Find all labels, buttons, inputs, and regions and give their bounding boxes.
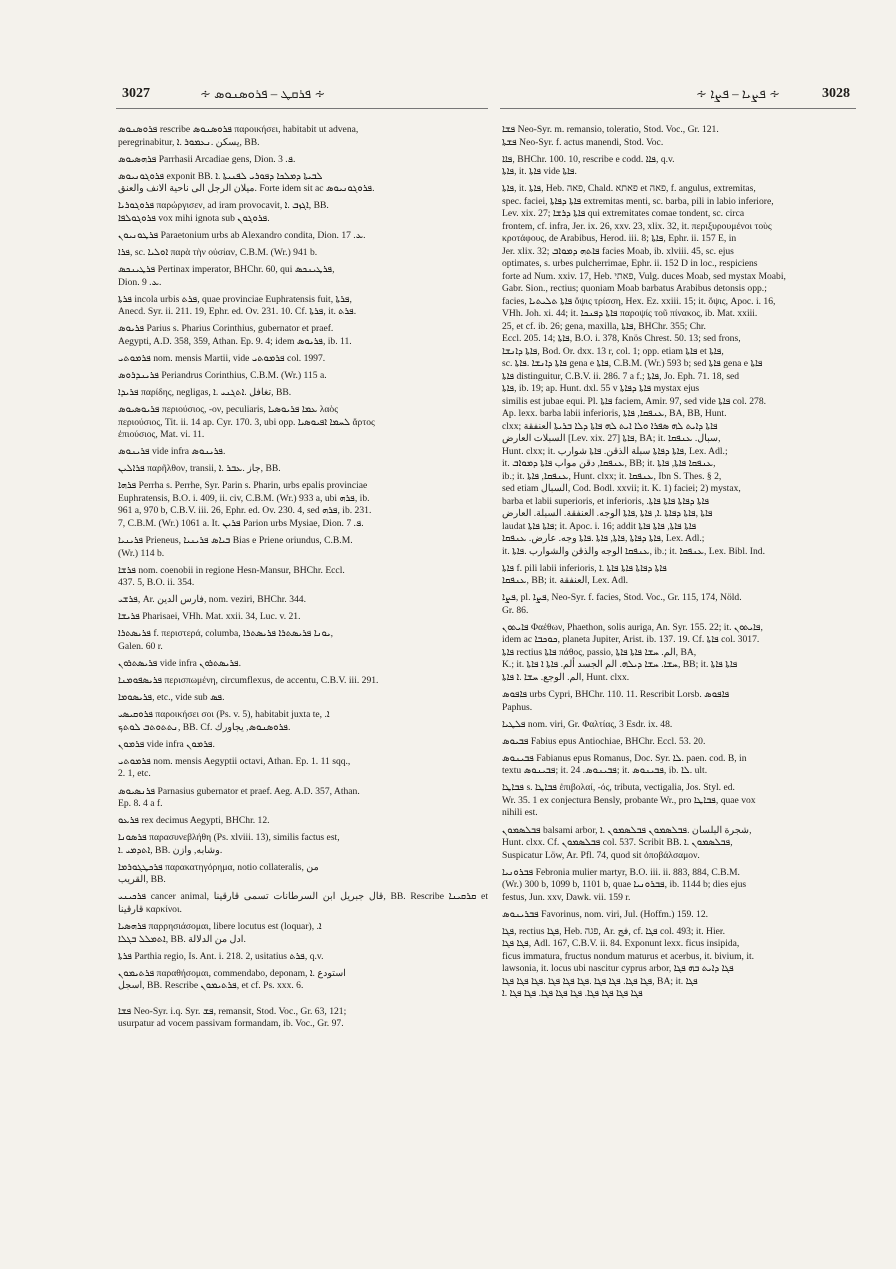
entry-line: ܦܪܬܐ incola urbis ܦܪܬ, quae provinciae Euphratensis fuit, ܦܪܬܐ,	[118, 293, 352, 305]
entry-line: ܦܫܐ Neo-Syr. i.q. Syr. ܦܫ, remansit, Stod. Voc., Gr. 63, 121;	[118, 1005, 347, 1017]
entry-line: clxx; ܦܐܬܐ ܕܐܝܬ ܠܗ ܣܦܪܐ ܘܠܐ ܐܝܬ ܠܗ ܦܐܬܐ ܕܠܐ ܒܪܝܬܐ العنفقة	[502, 420, 718, 432]
entry-line: ܢܬܬܘܬܒ ܠܘܬܟ, BB. Cf. ܦܪܘܣܢܘܣ, يجاورك.	[118, 721, 291, 733]
entry-line: ܦܪܢܣܝܘܣ Parnasius gubernator et praef. Aeg. A.D. 357, Athan.	[118, 785, 360, 797]
dictionary-entry	[118, 247, 488, 260]
dictionary-entry	[118, 230, 488, 243]
entry-line: barba et labii superioris, et inferioris, .ܦܐܬܐ ܕܦܐܬܐ ܦܐܬܐ ܦܐܬܐ	[502, 495, 710, 507]
entry-line: ܦܪܘܣܢܘܣ rescribe ܦܪܘܣܢܘܣ παροικήσει, habitabit ut advena,	[118, 124, 359, 135]
dictionary-entry	[502, 154, 856, 179]
entry-line: sed etiam السبال, Cod. Bodl. xxvii; it. K. 1) faciei; 2) mystax,	[502, 483, 741, 495]
dictionary-entry	[118, 154, 488, 167]
dictionary-entry	[502, 782, 856, 820]
right-page-number: 3028	[822, 86, 850, 101]
dictionary-entry	[502, 867, 856, 905]
entry-line: nihili est.	[502, 807, 538, 819]
entry-line: ܦܒܝܢܘܣ Fabianus epus Romanus, Doc. Syr. ܠܐ. paen. cod. B, in	[502, 752, 747, 764]
entry-line: ܦܪܡܘܬܝ nom. mensis Martii, vide ܦܪܡܘܬܝ col. 1997.	[118, 352, 326, 364]
dictionary-entry	[118, 756, 488, 781]
entry-line: K.; it. ܚܫܐ. ܚܫܐ ܕܝܠܗ. الم الجسد ألم. ܦܐܬܐ ܐ ܦܐܬܐ, BB; it. ܦܐܬܐ ܦܐܬܐ	[502, 659, 738, 671]
dictionary-entry	[118, 628, 488, 653]
entry-line: 25, et cf. ib. 26; gena, maxilla, ܦܐܬܐ, BHChr. 355; Chr.	[502, 320, 706, 332]
entry-line: ܦܐܝܬܘܢ Φαέθων, Phaethon, solis auriga, An. Syr. 155. 22; it. ܦܐܝܬܘܢ,	[502, 621, 763, 633]
entry-line: Dion. ܥ. 9.	[118, 276, 162, 288]
entry-line: περιούσιος, Tit. ii. 14 ap. Cyr. 170. 3, ubi opp. ܠܚܡܐ ܐܦܝܘܣܝܐ ἄρτος	[118, 416, 375, 428]
entry-line: ܦܨܐ, pl. ܦܨܐ, Neo-Syr. f. facies, Stod. Voc., Gr. 115, 174, Nöld.	[502, 592, 742, 604]
entry-line: ܦܓܐ ܦܓܐ, Adl. 167, C.B.V. ii. 84. Exponunt lexx. ficus insipida,	[502, 938, 740, 950]
page-header	[0, 80, 896, 110]
dictionary-entry	[502, 736, 856, 749]
entry-line: ܦܪܝܢܕܪܘܣ Periandrus Corinthius, C.B.M. (Wr.) 115 a.	[118, 369, 327, 381]
dictionary-entry	[118, 951, 488, 964]
entry-line: ܦܪܘܓܘܠܦܐ vox mihi ignota sub ܦܪܘܓܘܢ.	[118, 212, 270, 224]
entry-line: ib.; it. ܥܢܦܩܐ, ܦܐܬܐ, Hunt. clxx; it. ܥܢܦܩܐ, Ibn S. Thes. § 2,	[502, 470, 722, 482]
dictionary-entry	[502, 753, 856, 778]
dictionary-entry	[502, 124, 856, 149]
entry-line: ܦܒܪܝܢܘܣ Favorinus, nom. viri, Jul. (Hoffm.) 159. 12.	[502, 908, 709, 920]
entry-line: السبلات العارض [Lev. xix. 27] ܦܐܬܐ, BA; it. سبال. ܥܢܦܩܐ,	[502, 433, 721, 445]
entry-line: ܦܐܐ, BHChr. 100. 10, rescribe e codd. ܦܐܐ, q.v.	[502, 153, 675, 165]
dictionary-entry	[118, 891, 488, 916]
entry-line: Anecd. Syr. ii. 211. 19, Ephr. ed. Ov. 231. 10. Cf. ܦܪܬܐ, it. ܦܪܬ.	[118, 306, 357, 318]
entry-line: ܦܐܬܐ ܕܦܐܬܐ ,ܦܐܬܐ, ܦܐܬܐ .ܦܐܬܐ وجه. عارض. ܥܢܦܩܐ, Lex. Adl.;	[502, 533, 705, 545]
dictionary-entry	[118, 446, 488, 459]
dictionary-entry	[502, 592, 856, 617]
entry-line: Hunt. clxx. Cf. ܦܒܠܣܡܘܢ col. 537. Scribit BB. ܦܒܠܣܡܘܢ .ܐ,	[502, 837, 733, 849]
entry-line: ܦܪܘܓܘܢܝܘܣ exponit BB. ܠܒܝܬܐ ܕܡܠܟܐ ܕܦܘܪܝ ܠܦܢܝܬܐ .ܐ	[118, 170, 323, 182]
dictionary-entry	[118, 968, 488, 993]
dictionary-entry	[502, 563, 856, 588]
entry-line: similis est jubae equi. Pl. ܦܐܬܐ faciem, Amir. 97, sed vide ܦܐܬܐ col. 278.	[502, 395, 767, 407]
entry-line: ܦܓܐ, rectius ܦܓܐ, Heb. פגה, Ar. فج, cf. ܦܓܐ col. 493; it. Hier.	[502, 925, 725, 937]
entry-line: facies, ܦܐܬܐ ܬܠܝܬܝܐ ὄψις τρίσση, Hex. Ez. xxiii. 15; it. ὄψις, Apoc. i. 16,	[502, 295, 776, 307]
entry-line: idem ac ܟܘܟܒܐ, planeta Jupiter, Arist. ib. 137. 19. Cf. ܦܐܬܐ col. 3017.	[502, 634, 760, 646]
entry-line: ܦܪܐܠܝܢ παρῆλθον, transii, جاز .ܥܒܪ .ܐ, BB.	[118, 463, 281, 475]
entry-line: laudat ܦܐܬܐ ܦܐܬܐ; it. Apoc. i. 16; addit ܦܐܬܐ ܦܐܬܐ, ܦܐܬܐ ܦܐܬܐ	[502, 520, 697, 532]
entry-line: ܦܐܬܐ rectius ܦܐܬܐ πάθος, passio, الم. ܚܫܐ ܦܐܬܐ ܦܐܬܐ, BA,	[502, 646, 697, 658]
dictionary-entry	[502, 825, 856, 863]
dictionary-entry	[118, 294, 488, 319]
entry-line: κροτάφους, de Arabibus, Herod. iii. 8; ܦܐܬܐ, Ephr. ii. 157 E, in	[502, 233, 737, 245]
dictionary-entry	[118, 921, 488, 946]
entry-line: ܦܪܝܣܘܡܐ, etc., vide sub ܦܣ.	[118, 692, 225, 704]
entry-line: Ap. lexx. barba labii inferioris, ܥܢܦܩܐ, ܦܐܬܐ, BA, BB, Hunt.	[502, 408, 727, 420]
dictionary-entry	[118, 815, 488, 828]
entry-line: ܦܒܪܘܢܝܐ Febronia mulier martyr, B.O. iii. ii. 883, 884, C.B.M.	[502, 866, 740, 878]
entry-line: forte ad Num. xxiv. 17, Heb. פאתי, Vulg. duces Moab, sed mystax Moabi,	[502, 270, 786, 282]
entry-line: 961 a, 970 b, C.B.V. iii. 26, Ephr. ed. Ov. 230. 4, sed ܦܪܗ, ib. 231.	[118, 505, 372, 517]
entry-line: Suspicatur Löw, Ar. Pfl. 74, quod sit ὀποβάλσαμον.	[502, 849, 700, 861]
entry-line: ܦܪܣܘܢܐ παρασυνεβλήθη (Ps. xlviii. 13), similis factus est,	[118, 832, 340, 844]
entry-line: ܦܪܘܓܘܪܝܐ παρώργισεν, ad iram provocavit, ܐܓܙܒ .ܐ, BB.	[118, 200, 329, 212]
entry-line: (Wr.) 114 b.	[118, 547, 165, 559]
entry-line: ܦܫܬܐ Neo-Syr. f. actus manendi, Stod. Voc.	[502, 136, 664, 148]
dictionary-entry	[502, 622, 856, 685]
entry-line: ܦܪܬܝܡܘܢ παραθήσομαι, commendabo, deponam, استودع .ܐ	[118, 967, 346, 979]
dictionary-entry	[502, 719, 856, 732]
entry-line: ܦܪܫܐ nom. coenobii in regione Hesn-Mansur, BHChr. Eccl.	[118, 564, 345, 576]
entry-line: Wr. 35. 1 ex conjectura Bensly, probante Wr., pro ܦܒܐܛܐ, quae vox	[502, 794, 756, 806]
entry-line: ܦܒܐܛܐ s. ܦܒܐܛܐ ἐπιβολαί, -ός, tributa, vectigalia, Jos. Styl. ed.	[502, 782, 735, 794]
dictionary-entry	[118, 463, 488, 476]
entry-line: Ep. 8. 4 a f.	[118, 798, 163, 810]
entry-line: ܦܐܬܐ, it. ܦܐܬܐ, Heb. פאה, Chald. פאתא et פאה, f. angulus, extremitas,	[502, 183, 756, 195]
entry-line: lawsonia, it. locus ubi nascitur cyprus arbor, ܦܓܐ ܕܐܝܬ ܒܗ ܦܓܐ	[502, 963, 734, 975]
entry-line: 2. 1, etc.	[118, 768, 151, 780]
entry-line: الم. الوجع. ܚܫܐ .ܐ ܦܐܬܐ, Hunt. clxx.	[502, 671, 630, 683]
entry-line: ܦܐܬܐ distinguitur, C.B.V. ii. 286. 7 a f.; ܦܐܬܐ, Jo. Eph. 71. 18, sed	[502, 370, 740, 382]
entry-line: ἐπιούσιος, Mat. vi. 11.	[118, 429, 205, 441]
entry-line: ܦܪܗܣܝܘܣ Parrhasii Arcadiae gens, Dion. ܦ. 3.	[118, 153, 296, 165]
entry-line: spec. faciei, ܦܐܬܐ ܕܦܐܬܐ extremitas menti, sc. barba, pili in labio inferiore,	[502, 195, 774, 207]
dictionary-entry	[118, 323, 488, 348]
entry-line: Gr. 86.	[502, 604, 529, 616]
dictionary-entry	[118, 565, 488, 590]
entry-line: Hunt. clxx; it. ܦܐܬܐ ܕܦܐܬܐ سبلة الذقن. ܦܐܬܐ شوارب, Lex. Adl.;	[502, 445, 728, 457]
dictionary-entry	[118, 264, 488, 289]
entry-line: ܦܪܛܘܢܝܘܢ Paraetonium urbs ab Alexandro condita, Dion. ܥ. 17.	[118, 229, 366, 241]
dictionary-entry	[118, 404, 488, 442]
entry-line: Lev. xix. 27; ܦܐܬܐ ܕܪܫܐ qui extremitates comae tondent, sc. circa	[502, 208, 745, 220]
entry-line: Jer. xlix. 32; ܦܐܬܗ ܕܡܘܐܒ facies Moab, ib. xlviii. 45, sc. ejus	[502, 245, 734, 257]
entry-line: 7, C.B.M. (Wr.) 1061 a. It. ܦܪܝܢ Parion urbs Mysiae, Dion. ܦ. 7.	[118, 517, 364, 529]
dictionary-entry	[502, 183, 856, 558]
entry-line: القريب, BB.	[118, 874, 166, 886]
dictionary-entry	[502, 689, 856, 714]
dictionary-entry	[118, 124, 488, 149]
entry-line: ܦܪܝܢܝܐ Prieneus, ܒܝܐܣ ܦܪܝܢܝܐ Bias e Priene oriundus, C.B.M.	[118, 535, 353, 546]
dictionary-entry	[118, 611, 488, 624]
entry-line: ميلان الرجل الى ناحية الانف والعنق. Forte idem sit ac ܦܪܘܓܘܢܝܘܣ.	[118, 183, 375, 195]
dictionary-entry	[502, 926, 856, 1001]
dictionary-entry	[118, 353, 488, 366]
entry-line: ܐܬܡܠܠ ܒܓܠܐ, BB. ادل من الدلالة.	[118, 933, 246, 945]
entry-line: اسجل, BB. Rescribe ܦܪܬܝܡܘܢ, et cf. Ps. xxx. 6.	[118, 980, 304, 992]
entry-line: it. ܥܢܦܩܐ, دقن مواب ܦܐܬܐ ܕܡܘܐܒ, BB; it. ܥܢܦܩܐ ܦܐܬܐ, ܦܐܬܐ,	[502, 458, 716, 470]
entry-line: textu ܦܒܝܢܘܣ; it. ܦܒܝܢܘܣ. 24; it. ܦܒܝܢܘܣ, ib. ܠܐ. ult.	[502, 765, 708, 777]
entry-line: ܥܢܦܩܐ, BB; it. العنفقة, Lex. Adl.	[502, 575, 629, 587]
entry-line: frontem, cf. infra, Jer. ix. 26, xxv. 23, xlix. 32, it. περιξυρουμένοι τοὺς	[502, 220, 772, 232]
entry-line: sc. ܦܐܬܐ ܕܐܢܫܐ .ܦܐܬܐ gena e ܦܐܬܐ, C.B.M. (Wr.) 593 b; sed ܦܐܬܐ gena e ܦܐܬܐ	[502, 358, 763, 370]
entry-line: ܦܐܬܐ f. pili labii inferioris, ܦܐܬܐ ܕܦܐܬܐ ܦܐܬܐ ܦܐܬܐ .ܐ	[502, 562, 667, 574]
dictionary-entry	[118, 370, 488, 383]
entry-line: ܦܪܟܛܓܘܪܡܐ παρακατηγόρημα, notio collateralis, من	[118, 861, 319, 873]
right-running-title: ∻ ܦܨܝܐ – ܦܨܐ ∻	[696, 86, 780, 101]
entry-line: ܦܪܫܝ, Ar. فارس الدين, nom. veziri, BHChr. 344.	[118, 594, 306, 606]
entry-line: ܦܒܠܣܡܘܢ balsami arbor, شجرة البلسان .ܦܒܠܣܡܘܢ ܦܒܠܣܡܘܢ .ܐ,	[502, 824, 752, 836]
entry-line: ܦܓܐ ܦܓܐ. ܦܓܐ ܦܓܐ .ܦܓܐ ܦܓܐ ܦܓܐ .ܦܓܐ ܦܓܐ ܦܓܐ, BA; it. ܦܓܐ	[502, 975, 698, 987]
entry-line: Aegypti, A.D. 358, 359, Athan. Ep. 9. 4; idem ܦܪܝܘܣ, ib. 11.	[118, 335, 352, 347]
dictionary-entry	[502, 909, 856, 922]
entry-line: Gabr. Sion., rectius; quoniam Moab barbatus Arabibus detonsis opp.;	[502, 283, 767, 295]
entry-line: festus, Jun. xxv, Dawk. vii. 159 r.	[502, 891, 631, 903]
left-page-number: 3027	[122, 86, 150, 101]
entry-line: 437. 5, B.O. ii. 354.	[118, 577, 195, 589]
entry-line: ܦܪܡܘܢ vide infra ܦܪܡܘܢ.	[118, 738, 215, 750]
entry-line: Eccl. 205. 14; ܦܐܬܐ, B.O. i. 378, Knös Chrest. 50. 13; sed frons,	[502, 333, 741, 345]
entry-line: ܦܪܝܣܦܘܡܢܐ περισπωμένη, circumflexus, de accentu, C.B.V. iii. 291.	[118, 675, 379, 687]
entry-line: ܦܐܬܐ, ib. 19; ap. Hunt. dxl. 55 v ܦܐܬܐ ܕܦܐܬܐ mystax ejus	[502, 383, 700, 395]
entry-line: ܦܪܝܘܣ Parius s. Pharius Corinthius, gubernator et praef.	[118, 323, 334, 335]
dictionary-entry	[118, 739, 488, 752]
entry-line: ܦܪܝܕܐ παρίδης, negligas, تغافل .ܐܬܓܢܝ .ܐ, BB.	[118, 387, 292, 399]
dictionary-entry	[118, 709, 488, 734]
entry-line: peregrinabitur, يسكن .ܢܥܡܘܪ .ܐ, BB.	[118, 136, 260, 148]
footnote-entry	[118, 1006, 488, 1031]
entry-line: (Wr.) 300 b, 1099 b, 1101 b, quae ܦܒܪܘܢܝܐ, ib. 1144 b; dies ejus	[502, 879, 747, 891]
entry-line: ܦܪܝܘܣܝܘܣ περιούσιος, -ον, peculiaris, ܥܡܐ ܦܪܝܘܣܝܐ λαὸς	[118, 404, 339, 416]
entry-line: ܦܐܬܐ ܕܐܢܫܐ, Bod. Or. dxx. 13 r, col. 1; opp. etiam ܦܐܬܐ et ܦܐܬܐ,	[502, 345, 724, 357]
dictionary-entry	[118, 832, 488, 857]
entry-line: ܦܠܛܝܐ nom. viri, Gr. Φαλτίας, 3 Esdr. ix. 48.	[502, 718, 673, 730]
entry-line: it. ܥܢܦܩܐ الوجه والذقن والشوارب .ܦܐܬܐ, ib.; it. ܥܢܦܩܐ, Lex. Bibl. Ind.	[502, 545, 765, 557]
entry-line: ܦܓܐ ܦܓܐ ܦܓܐ ܦܓܐ. ܦܓܐ ܦܓܐ ܦܓܐ. ܦܓܐ ܦܓܐ .ܐ	[502, 988, 643, 1000]
entry-line: ܐܬܕܡܝ .ܐ, BB. وشابه, وازن.	[118, 844, 223, 856]
entry-line: ܦܪܬܐ Parthia regio, Is. Ant. i. 218. 2, usitatius ܦܪܬ, q.v.	[118, 950, 324, 962]
dictionary-entry	[118, 200, 488, 225]
entry-line: Paphus.	[502, 701, 533, 713]
header-rule-left	[116, 108, 488, 109]
dictionary-entry	[118, 786, 488, 811]
entry-line: ܦܪܘܩܝܣܝ παροικήσει σοι (Ps. v. 5), habitabit juxta te, .ܐ	[118, 709, 330, 721]
entry-line: ܦܪܝܣܬܪܘܢ vide infra ܦܪܝܣܬܪܘܢ.	[118, 657, 242, 669]
entry-line: usurpatur ad vocem passivam formandam, ib. Voc., Gr. 97.	[118, 1018, 344, 1030]
entry-line: ܦܐܬܐ, it. ܦܐܬܐ vide ܦܐܬܐ.	[502, 166, 577, 178]
dictionary-entry	[118, 535, 488, 560]
entry-line: optimates, s. urbes pulcherrimae, Ephr. ii. 152 D in loc., respiciens	[502, 258, 758, 270]
entry-line: ܦܪܡܘܬܝ nom. mensis Aegyptii octavi, Athan. Ep. 1. 11 sqq.,	[118, 755, 351, 767]
dictionary-entry	[118, 692, 488, 705]
entry-line: ܦܪܗܐ Perrha s. Perrhe, Syr. Parin s. Pharin, urbs epalis provinciae	[118, 480, 368, 492]
dictionary-entry	[118, 387, 488, 400]
dictionary-entry	[118, 480, 488, 530]
entry-line: ܦܪܝܢܘܣ vide infra ܦܪܝܢܘܣ.	[118, 446, 226, 458]
entry-line: ܦܪܐ, sc. ܐܘܠܝܐ παρὰ τὴν οὐσίαν, C.B.M. (Wr.) 941 b.	[118, 246, 318, 258]
entry-line: ܦܪܝܣܬܪܐ f. περιστερά, columba, ܝܘܢܐ ܦܪܝܣܬܪܐ ܦܪܝܣܬܪܐ,	[118, 628, 334, 640]
left-running-title: ∻ ܦܪܩܛ – ܦܪܘܣܢܘܣ ∻	[200, 86, 326, 101]
dictionary-entry	[118, 171, 488, 196]
entry-line: ܦܪܥܘ rex decimus Aegypti, BHChr. 12.	[118, 815, 270, 827]
entry-line: ܦܪܝܫܐ Pharisaei, VHh. Mat. xxii. 34, Luc. v. 21.	[118, 611, 301, 623]
header-rule-right	[500, 108, 856, 109]
dictionary-entry	[118, 594, 488, 607]
entry-line: VHh. Joh. xi. 44; it. ܦܐܬܐ ܕܦܢܟܐ παροψίς τοῦ πίνακος, ib. Mat. xxiii.	[502, 308, 758, 320]
right-column	[502, 124, 856, 1005]
dictionary-entry	[118, 658, 488, 671]
entry-line: ܦܒܝܘܣ Fabius epus Antiochiae, BHChr. Eccl. 53. 20.	[502, 735, 706, 747]
entry-line: Euphratensis, B.O. i. 409, ii. civ, C.B.M. (Wr.) 933 a, ubi ܦܪܗ, ib.	[118, 492, 370, 504]
entry-line: Galen. 60 r.	[118, 640, 163, 652]
footnote-separator	[118, 999, 488, 1000]
entry-line: ܦܪܛܝܢܟܣ Pertinax imperator, BHChr. 60, qui ܦܪܛܝܢܟܣ,	[118, 264, 335, 276]
left-column	[118, 124, 488, 1035]
entry-line: ܦܪܟܝܢܝ cancer animal, قال جبريل ابن السرطانات تسمى قارقينا, BB. Rescribe ܩܪܩܝܢܐ et قارقينا καρκίνοι.	[118, 891, 488, 915]
entry-line: ܦܫܐ Neo-Syr. m. remansio, toleratio, Stod. Voc., Gr. 121.	[502, 124, 719, 135]
entry-line: ܦܪܗܣܝܐ παρρησιάσομαι, libere locutus est (loquar), .ܐ	[118, 921, 322, 932]
dictionary-entry	[118, 675, 488, 688]
entry-line: ficus immatura, fructus nondum maturus et acerbus, it. bivium, it.	[502, 950, 755, 962]
entry-line: ܦܐܦܘܣ urbs Cypri, BHChr. 110. 11. Rescribit Lorsb. ܦܐܦܘܣ	[502, 689, 730, 701]
entry-line: ܦܐܬܐ ,ܦܐܬܐ ܕܦܐܬܐ .ܐ, ܦܐܬܐ ,ܦܐܬܐ الوجه. العنفقة. السبلة. العارض	[502, 508, 713, 520]
dictionary-entry	[118, 862, 488, 887]
